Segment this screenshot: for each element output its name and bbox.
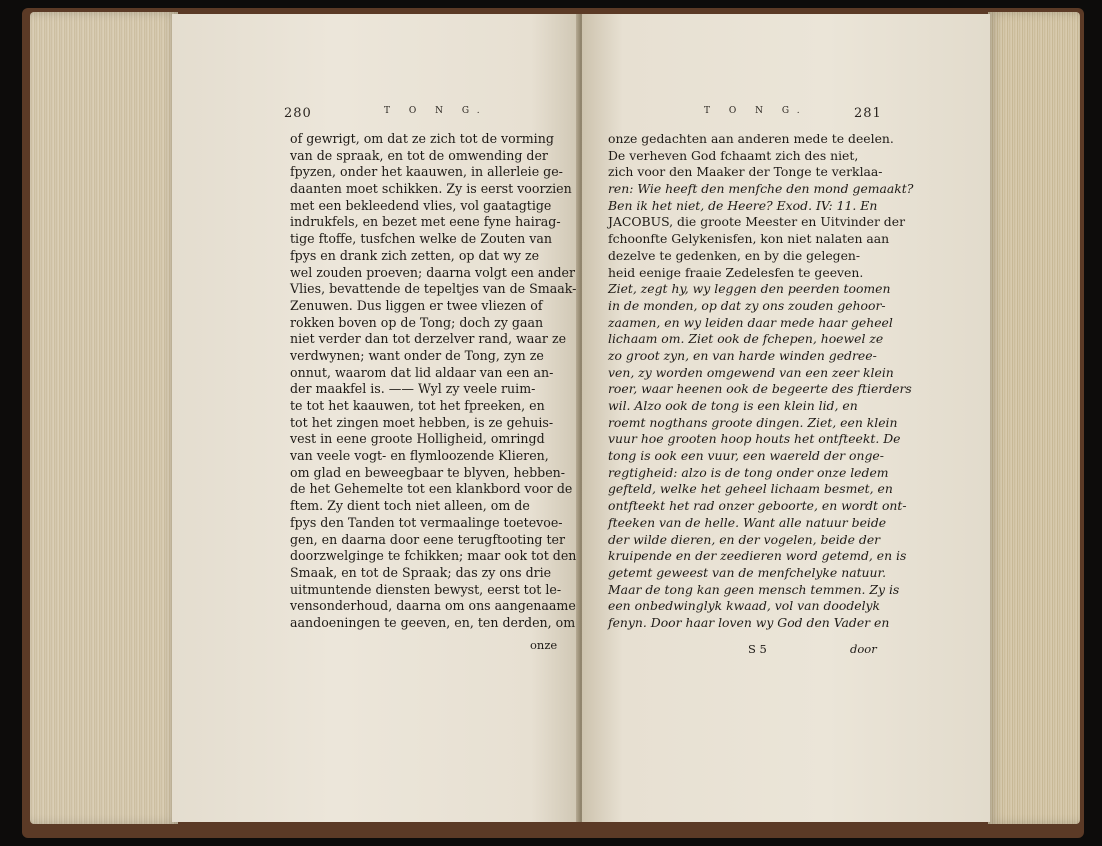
left-running-head xyxy=(172,106,580,124)
left-text-line: vensonderhoud, daarna om ons aangenaame xyxy=(290,598,576,614)
right-text-line: vuur hoe grooten hoop houts het ontfteekt. De xyxy=(608,431,901,447)
page-edges-right xyxy=(988,12,1080,824)
right-text-line: fenyn. Door haar loven wy God den Vader en xyxy=(608,614,890,630)
left-text-line: fpys en drank zich zetten, op dat wy ze xyxy=(290,247,540,263)
right-head-word: T O N G. xyxy=(704,106,808,116)
left-text-line: rokken boven op de Tong; doch zy gaan xyxy=(290,314,544,330)
right-text-line: getemt geweest van de menfchelyke natuur. xyxy=(608,564,887,580)
right-text-line: ven, zy worden omgewend van een zeer klein xyxy=(608,364,894,380)
right-text-line: een onbedwinglyk kwaad, vol van doodelyk xyxy=(608,598,881,614)
right-page-number: 281 xyxy=(854,106,882,121)
left-text-line: ftem. Zy dient toch niet alleen, om de xyxy=(290,498,530,514)
right-text-line: lichaam om. Ziet ook de fchepen, hoewel ze xyxy=(608,331,884,347)
left-text-line: der maakfel is. —— Wyl zy veele ruim- xyxy=(290,381,536,397)
right-text-line: heid eenige fraaie Zedelesfen te geeven. xyxy=(608,264,864,280)
left-text-line: wel zouden proeven; daarna volgt een ander xyxy=(290,264,576,280)
left-text-line: verdwynen; want onder de Tong, zyn ze xyxy=(290,347,544,363)
left-text-line: indrukfels, en bezet met eene fyne hairag- xyxy=(290,214,561,230)
left-text-block xyxy=(290,131,577,632)
left-text-line: om glad en beweegbaar te blyven, hebben- xyxy=(290,464,566,480)
left-text-line: aandoeningen te geeven, en, ten derden, om xyxy=(290,614,576,630)
left-text-line: van de spraak, en tot de omwending der xyxy=(290,147,548,163)
right-text-line: onze gedachten aan anderen mede te deelen. xyxy=(608,131,894,146)
right-text-line: regtigheid: alzo is de tong onder onze ledem xyxy=(608,464,889,480)
left-text-line: fpys den Tanden tot vermaalinge toetevoe- xyxy=(290,514,563,530)
left-text-line: van veele vogt- en flymloozende Klieren, xyxy=(290,448,549,464)
left-catchword: onze xyxy=(530,638,558,652)
left-text-line: Smaak, en tot de Spraak; das zy ons drie xyxy=(290,564,552,580)
right-text-line: dezelve te gedenken, en by die gelegen- xyxy=(608,247,861,263)
right-text-line: Ziet, zegt hy, wy leggen den peerden toomen xyxy=(608,281,891,297)
left-text-line: tige ftoffe, tusfchen welke de Zouten van xyxy=(290,231,553,247)
right-text-block xyxy=(608,131,914,632)
page-edges-left xyxy=(30,12,178,824)
right-text-line: De verheven God fchaamt zich des niet, xyxy=(608,147,859,163)
left-head-word: T O N G. xyxy=(384,106,488,116)
right-text-line: kruipende en der zeedieren word getemd, en is xyxy=(608,548,907,564)
right-text-line: fteeken van de helle. Want alle natuur beide xyxy=(608,514,887,530)
left-text-line: gen, en daarna door eene terugftooting ter xyxy=(290,531,566,547)
left-text-line: tot het zingen moet hebben, is ze gehuis- xyxy=(290,414,554,430)
right-text-line: zaamen, en wy leiden daar mede haar geheel xyxy=(608,314,893,330)
left-text-line: onnut, waarom dat lid aldaar van een an- xyxy=(290,364,554,380)
right-text-line: roer, waar heenen ook de begeerte des ftierders xyxy=(608,381,912,397)
left-text-line: Zenuwen. Dus liggen er twee vliezen of xyxy=(290,297,543,313)
right-text-line: ren: Wie heeft den menfche den mond gemaakt? xyxy=(608,181,914,197)
right-text-line: Ben ik het niet, de Heere? Exod. IV: 11. En xyxy=(608,197,878,213)
left-text-line: vest in eene groote Holligheid, omringd xyxy=(290,431,545,447)
left-page-number: 280 xyxy=(284,106,312,121)
left-text-line: daanten moet schikken. Zy is eerst voorzien xyxy=(290,181,572,197)
left-text-line: of gewrigt, om dat ze zich tot de vorming xyxy=(290,131,554,146)
right-text-line: zo groot zyn, en van harde winden gedree- xyxy=(608,347,877,363)
left-text-line: fpyzen, onder het kaauwen, in allerleie ge- xyxy=(290,164,563,180)
right-text-line: JACOBUS, die groote Meester en Uitvinder der xyxy=(608,214,905,230)
left-text-line: de het Gehemelte tot een klankbord voor de xyxy=(290,481,573,497)
right-text-line: ontfteekt het rad onzer geboorte, en wordt ont- xyxy=(608,498,907,514)
right-text-line: fchoonfte Gelykenisfen, kon niet nalaten aan xyxy=(608,231,890,247)
right-text-line: roemt nogthans groote dingen. Ziet, een klein xyxy=(608,414,898,430)
right-running-head xyxy=(582,106,990,124)
left-page xyxy=(172,14,580,822)
right-text-line: in de monden, op dat zy ons zouden gehoor- xyxy=(608,297,886,313)
right-catchword: door xyxy=(850,642,877,656)
right-text-line: Maar de tong kan geen mensch temmen. Zy is xyxy=(608,581,900,597)
left-text-line: met een bekleedend vlies, vol gaatagtige xyxy=(290,197,552,213)
right-text-line: zich voor den Maaker der Tonge te verklaa- xyxy=(608,164,883,180)
left-text-line: Vlies, bevattende de tepeltjes van de Smaak- xyxy=(290,281,577,297)
left-text-line: te tot het kaauwen, tot het fpreeken, en xyxy=(290,398,545,413)
left-text-line: doorzwelginge te fchikken; maar ook tot den xyxy=(290,548,577,564)
right-text-line: tong is ook een vuur, een waereld der onge- xyxy=(608,448,884,464)
left-text-line: niet verder dan tot derzelver rand, waar ze xyxy=(290,331,567,347)
left-text-line: uitmuntende diensten bewyst, eerst tot le- xyxy=(290,581,562,597)
right-text-line: gefteld, welke het geheel lichaam besmet, en xyxy=(608,481,893,497)
right-page xyxy=(582,14,990,822)
right-signature-mark: S 5 xyxy=(748,642,767,656)
right-text-line: der wilde dieren, en der vogelen, beide der xyxy=(608,531,881,547)
right-text-line: wil. Alzo ook de tong is een klein lid, en xyxy=(608,398,858,413)
